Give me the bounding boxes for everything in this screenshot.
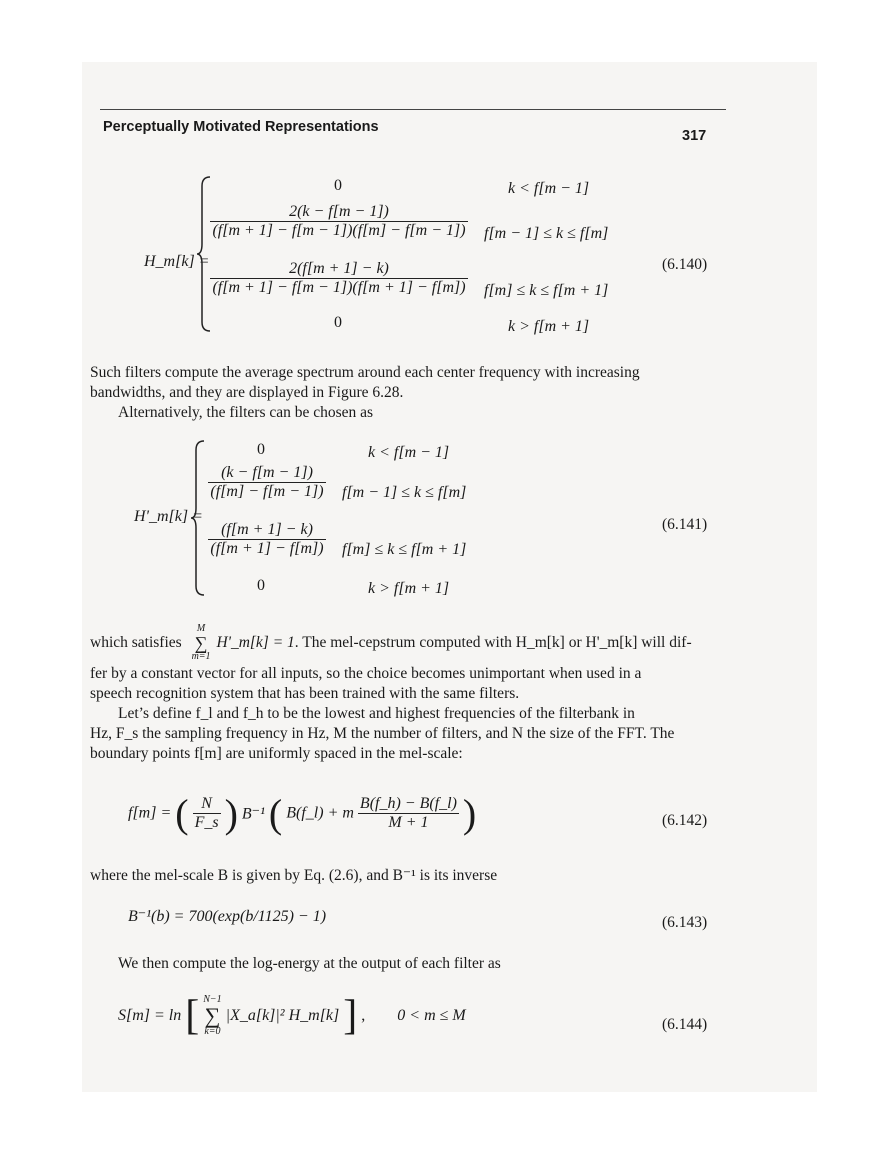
eq144-sum-bottom: k=0 bbox=[204, 1026, 221, 1037]
paragraph-4 bbox=[90, 954, 720, 974]
eq140-row3-numerator: 2(f[m + 1] − k) bbox=[289, 260, 389, 277]
eq143-number: (6.143) bbox=[662, 914, 708, 931]
eq140-row4-condition: k > f[m + 1] bbox=[508, 318, 590, 335]
eq144-lhs: S[m] = ln bbox=[118, 1007, 182, 1024]
para2-line1 bbox=[90, 622, 720, 664]
para2-line1-start: which satisfies bbox=[90, 634, 182, 651]
para2-line4: Let’s define f_l and f_h to be the lowest and highest frequencies of the filterbank in bbox=[118, 705, 635, 722]
eq143-expression: B⁻¹(b) = 700(exp(b/1125) − 1) bbox=[128, 908, 327, 925]
eq140-lhs: H_m[k] = bbox=[144, 253, 210, 270]
eq142-fs: F_s bbox=[194, 814, 219, 831]
eq142-binv: B⁻¹ bbox=[241, 805, 265, 823]
left-paren-icon: ( bbox=[175, 791, 189, 836]
eq140-row3-denominator: (f[m + 1] − f[m − 1])(f[m + 1] − f[m]) bbox=[212, 279, 466, 296]
eq140-row3-fraction bbox=[208, 260, 470, 297]
running-header-title: Perceptually Motivated Representations bbox=[103, 119, 379, 135]
equation-6-142 bbox=[128, 790, 476, 837]
para4-line1: We then compute the log-energy at the output of each filter as bbox=[118, 955, 501, 972]
eq140-row2-condition: f[m − 1] ≤ k ≤ f[m] bbox=[484, 225, 609, 242]
eq144-number: (6.144) bbox=[662, 1016, 708, 1033]
eq141-row4-condition: k > f[m + 1] bbox=[368, 580, 450, 597]
eq140-row1-condition: k < f[m − 1] bbox=[508, 180, 590, 197]
sigma-icon: ∑ bbox=[194, 633, 208, 654]
page-number: 317 bbox=[682, 128, 707, 144]
inline-sum-bottom: m=1 bbox=[191, 651, 211, 663]
paragraph-1 bbox=[90, 363, 720, 423]
eq140-number: (6.140) bbox=[662, 256, 708, 273]
eq140-row4-value: 0 bbox=[334, 314, 342, 331]
eq140-row1-value: 0 bbox=[334, 177, 342, 194]
eq142-frac-den: M + 1 bbox=[358, 813, 459, 832]
inline-sum bbox=[192, 624, 211, 662]
eq141-row3-denominator: (f[m + 1] − f[m]) bbox=[210, 540, 324, 557]
left-bracket-icon: [ bbox=[185, 993, 200, 1039]
eq142-inner-left: B(f_l) + m bbox=[286, 804, 354, 822]
para2-line6: boundary points f[m] are uniformly spaced in the mel-scale: bbox=[90, 745, 463, 762]
eq142-number: (6.142) bbox=[662, 812, 708, 829]
eq141-row2-numerator: (k − f[m − 1]) bbox=[221, 464, 313, 481]
inline-sum-top: M bbox=[196, 623, 206, 635]
eq140-row3-condition: f[m] ≤ k ≤ f[m + 1] bbox=[484, 282, 609, 299]
eq140-row2-numerator: 2(k − f[m − 1]) bbox=[289, 203, 389, 220]
eq141-lhs: H'_m[k] = bbox=[134, 508, 203, 525]
para2-line2: fer by a constant vector for all inputs, so the choice becomes unimportant when used in a bbox=[90, 665, 642, 682]
eq142-n: N bbox=[201, 795, 212, 812]
comma: , bbox=[361, 1007, 366, 1024]
paragraph-3 bbox=[90, 866, 720, 886]
eq141-number: (6.141) bbox=[662, 516, 708, 533]
para3-line1: where the mel-scale B is given by Eq. (2.6), and B⁻¹ is its inverse bbox=[90, 867, 498, 884]
para2-line1-end: . The mel-cepstrum computed with H_m[k] or H'_m[k] will dif- bbox=[294, 634, 692, 651]
eq140-brace bbox=[196, 176, 212, 332]
para2-line3: speech recognition system that has been trained with the same filters. bbox=[90, 685, 520, 702]
right-paren-icon-2: ) bbox=[462, 791, 477, 836]
inline-sum-expression: H'_m[k] = 1 bbox=[216, 634, 295, 651]
eq142-lhs: f[m] = bbox=[128, 804, 172, 822]
eq140-row2-fraction bbox=[208, 203, 470, 240]
para1-line1: Such filters compute the average spectrum around each center frequency with increasing bbox=[90, 364, 640, 381]
eq144-sum-top: N−1 bbox=[203, 994, 222, 1005]
eq141-row4-value: 0 bbox=[257, 577, 265, 594]
eq142-frac-num: B(f_h) − B(f_l) bbox=[359, 795, 457, 812]
header-rule bbox=[100, 109, 726, 110]
eq144-sum bbox=[203, 995, 221, 1037]
left-paren-icon-2: ( bbox=[268, 791, 283, 836]
eq141-row1-value: 0 bbox=[257, 441, 265, 458]
para1-line2: bandwidths, and they are displayed in Figure 6.28. bbox=[90, 384, 404, 401]
eq140-row2-denominator: (f[m + 1] − f[m − 1])(f[m] − f[m − 1]) bbox=[212, 222, 466, 239]
right-bracket-icon: ] bbox=[343, 993, 358, 1039]
para1-line3: Alternatively, the filters can be chosen as bbox=[118, 404, 374, 421]
eq144-condition: 0 < m ≤ M bbox=[397, 1007, 466, 1024]
eq141-row3-condition: f[m] ≤ k ≤ f[m + 1] bbox=[342, 541, 467, 558]
eq141-row2-fraction bbox=[200, 464, 334, 501]
eq144-sum-expression: |X_a[k]|² H_m[k] bbox=[225, 1007, 340, 1024]
eq141-row2-denominator: (f[m] − f[m − 1]) bbox=[210, 483, 324, 500]
eq141-row3-fraction bbox=[200, 521, 334, 558]
sigma-icon-2: ∑ bbox=[204, 1003, 221, 1028]
eq141-row3-numerator: (f[m + 1] − k) bbox=[221, 521, 313, 538]
paragraph-2 bbox=[90, 622, 720, 764]
para2-line5: Hz, F_s the sampling frequency in Hz, M the number of filters, and N the size of the FFT. The bbox=[90, 725, 675, 742]
eq141-row2-condition: f[m − 1] ≤ k ≤ f[m] bbox=[342, 484, 467, 501]
equation-6-144 bbox=[118, 992, 466, 1040]
eq141-row1-condition: k < f[m − 1] bbox=[368, 444, 450, 461]
right-paren-icon: ) bbox=[224, 791, 238, 836]
